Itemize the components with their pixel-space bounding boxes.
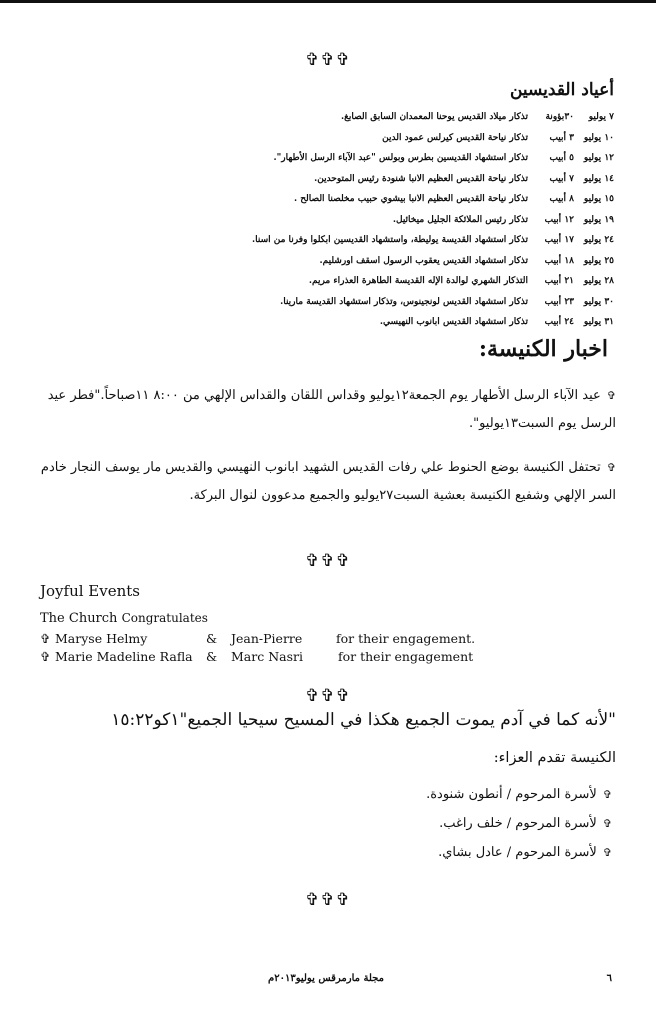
- page-number: ٦: [606, 973, 612, 984]
- congrats-tail: Congratulates: [121, 611, 208, 625]
- feast-text: التذكار الشهري لوالدة الإله القديسة الطاهرة العذراء مريم.: [308, 276, 528, 286]
- feasts-list: [251, 107, 614, 333]
- feast-row: [284, 271, 614, 292]
- feast-text: تذكار استشهاد القديس يعقوب الرسول اسقف اورشليم.: [319, 255, 528, 266]
- cross-bullet-icon: ✞: [40, 649, 51, 664]
- condolence-item: [439, 816, 612, 831]
- cross-bullet-icon: ✞: [40, 631, 51, 646]
- news-item: [36, 382, 616, 438]
- feast-text: تذكار استشهاد القديس ابانوب النهيسي.: [379, 317, 528, 327]
- cross-divider: ✞✞✞: [305, 50, 351, 70]
- feast-coptic-date: ٢٣ أبيب: [544, 296, 574, 307]
- cross-bullet-icon: ✞: [602, 846, 612, 859]
- top-border: [0, 0, 656, 3]
- feast-row: [284, 251, 614, 272]
- engagement-name: Maryse Helmy: [55, 631, 148, 646]
- feast-coptic-date: ٢١ أبيب: [544, 276, 574, 286]
- feast-julian-date: ٣١ يوليو: [583, 317, 614, 327]
- engagement-note: for their engagement: [338, 649, 474, 664]
- footer-magazine-title: مجلة مارمرقس يوليو٢٠١٣م: [268, 973, 384, 984]
- feasts-title: أعياد القديسين: [509, 80, 614, 100]
- condolences-title: الكنيسة تقدم العزاء:: [493, 750, 616, 766]
- condolence-text: لأسرة المرحوم / عادل بشاي.: [438, 845, 597, 860]
- cross-divider: ✞✞✞: [305, 890, 351, 910]
- feast-julian-date: ١٤ يوليو: [583, 173, 614, 184]
- engagement-amp: &: [206, 649, 218, 664]
- feast-coptic-date: ٢٤ أبيب: [544, 317, 574, 327]
- cross-bullet-icon: ✞: [602, 788, 612, 801]
- feast-text: تذكار نياحة القديس العظيم الانبا بيشوي حبيب مخلصنا الصالح .: [293, 194, 528, 204]
- feast-julian-date: ٢٥ يوليو: [583, 255, 614, 266]
- congrats-heading: [40, 611, 208, 626]
- feast-julian-date: ١٠ يوليو: [583, 132, 614, 143]
- cross-bullet-icon: ✞: [606, 461, 616, 474]
- feast-text: تذكار رئيس الملائكة الجليل ميخائيل.: [392, 214, 528, 225]
- feast-coptic-date: ٥ أبيب: [549, 153, 574, 163]
- feast-text: تذكار نياحة القديس العظيم الانبا شنودة رئيس المتوحدين.: [314, 173, 528, 184]
- cross-bullet-icon: ✞: [606, 389, 616, 402]
- engagement-name: Marie Madeline Rafla: [55, 649, 193, 664]
- feast-row: [251, 230, 614, 251]
- feast-julian-date: ٢٨ يوليو: [583, 276, 614, 286]
- condolence-text: لأسرة المرحوم / أنطون شنودة.: [426, 787, 597, 802]
- news-text: تحتفل الكنيسة بوضع الحنوط علي رفات القديس الشهيد ابانوب النهيسي والقديس مار يوسف النجار خادم السر الإلهي وشفيع الكنيسة بعشية السبت٢٧يوليو والجميع مدعوون لنوال البركة.: [40, 460, 616, 503]
- engagement-partner: Marc Nasri: [231, 649, 303, 664]
- feast-coptic-date: ٣ أبيب: [549, 132, 574, 143]
- feast-julian-date: ٣٠ يوليو: [583, 296, 614, 307]
- condolence-item: [426, 787, 612, 802]
- feast-row: [284, 210, 614, 231]
- feast-julian-date: ٢٤ يوليو: [583, 235, 614, 245]
- feast-coptic-date: ٣٠بؤونة: [545, 112, 574, 122]
- engagement-partner: Jean-Pierre: [231, 631, 303, 646]
- news-title: اخبار الكنيسة:: [478, 336, 608, 362]
- scripture-verse: "لأنه كما في آدم يموت الجميع هكذا في المسيح سيحيا الجميع"١كو١٥:٢٢: [111, 710, 616, 730]
- feast-julian-date: ١٢ يوليو: [583, 153, 614, 163]
- joyful-events-title: Joyful Events: [40, 582, 140, 600]
- feast-row: [284, 312, 614, 333]
- feast-row: [280, 292, 614, 313]
- feast-julian-date: ١٩ يوليو: [583, 214, 614, 225]
- congrats-lead: The Church: [40, 611, 118, 626]
- feast-coptic-date: ٧ أبيب: [549, 173, 574, 184]
- condolence-text: لأسرة المرحوم / خلف راغب.: [439, 816, 597, 831]
- cross-bullet-icon: ✞: [602, 817, 612, 830]
- cross-divider: ✞✞✞: [305, 686, 351, 706]
- feast-row: [284, 128, 614, 149]
- feast-text: تذكار استشهاد القديسة يوليطة، واستشهاد القديسين ابكلوا وفرنا من اسنا.: [251, 235, 528, 245]
- feast-row: [284, 189, 614, 210]
- engagement-amp: &: [206, 631, 218, 646]
- feast-text: تذكار استشهاد القديسين بطرس وبولس "عبد الآباء الرسل الأطهار".: [273, 153, 528, 163]
- news-text: عيد الآباء الرسل الأطهار يوم الجمعة١٢يوليو وقداس اللقان والقداس الإلهي من ٨:٠٠ ١١صباحاً."فطر عيد الرسل يوم السبت١٣يوليو".: [47, 388, 616, 431]
- feast-text: تذكار ميلاد القديس يوحنا المعمدان السابق الصابغ.: [340, 112, 528, 122]
- feast-coptic-date: ٨ أبيب: [549, 194, 574, 204]
- feast-julian-date: ٧ يوليو: [588, 112, 614, 122]
- feast-row: [273, 148, 614, 169]
- feast-coptic-date: ١٧ أبيب: [544, 235, 574, 245]
- feast-coptic-date: ١٢ أبيب: [544, 214, 574, 225]
- news-item: [36, 454, 616, 510]
- feast-text: تذكار استشهاد القديس لونجينوس، وتذكار استشهاد القديسة مارينا.: [280, 296, 528, 307]
- cross-divider: ✞✞✞: [305, 551, 351, 571]
- feast-coptic-date: ١٨ أبيب: [544, 255, 574, 266]
- feast-row: [284, 107, 614, 128]
- feast-julian-date: ١٥ يوليو: [583, 194, 614, 204]
- condolence-item: [438, 845, 612, 860]
- engagement-note: for their engagement.: [336, 631, 476, 646]
- feast-text: تذكار نياحة القديس كيرلس عمود الدين: [382, 132, 528, 143]
- feast-row: [284, 169, 614, 190]
